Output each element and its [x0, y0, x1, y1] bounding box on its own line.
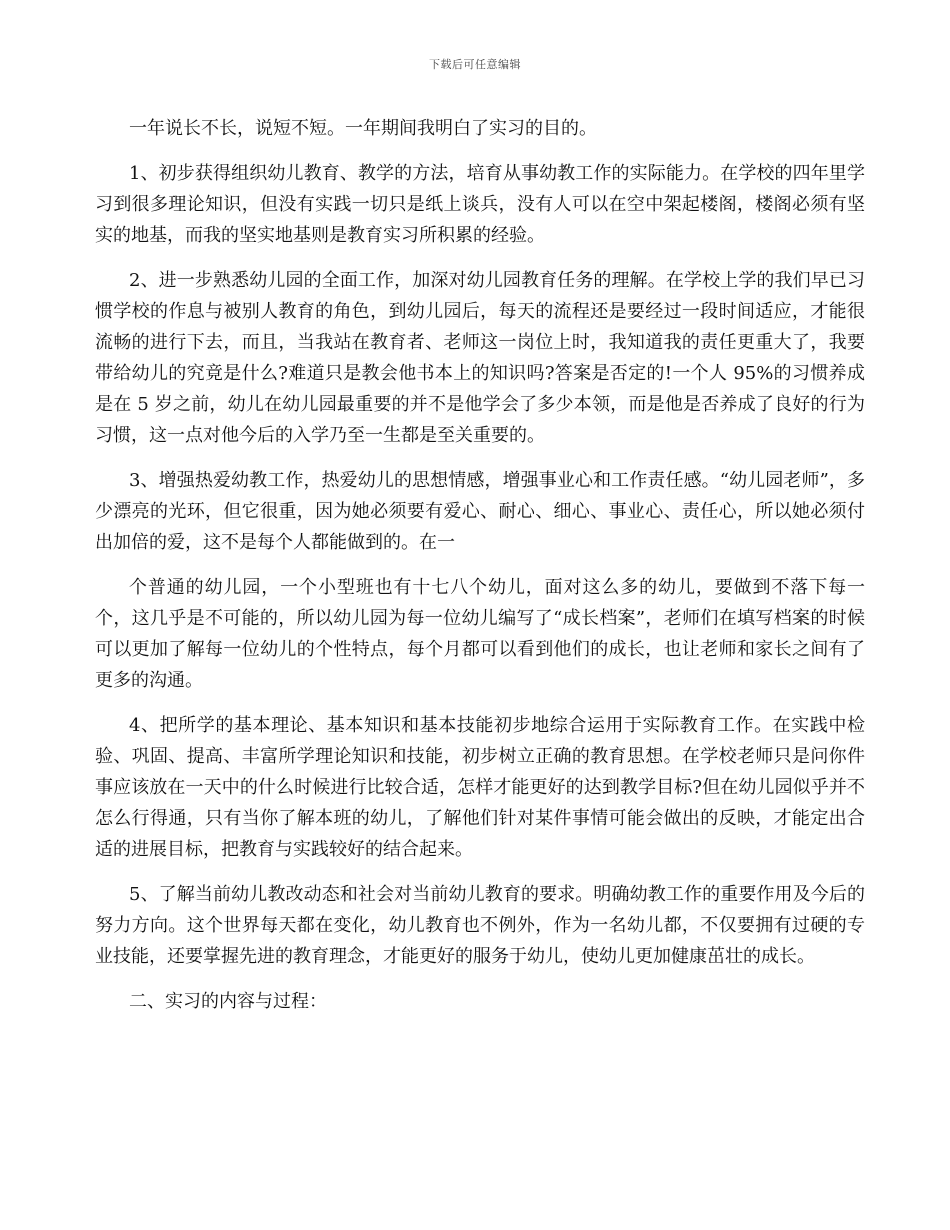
- paragraph-item-3: 3、增强热爱幼教工作，热爱幼儿的思想情感，增强事业心和工作责任感。“幼儿园老师”，多少漂亮的光环，但它很重，因为她必须要有爱心、耐心、细心、事业心、责任心，所以她必须付出加倍的爱，这不是每个人都能做到的。在一: [95, 470, 865, 553]
- paragraph-item-5: 5、了解当前幼儿教改动态和社会对当前幼儿教育的要求。明确幼教工作的重要作用及今后的努力方向。这个世界每天都在变化，幼儿教育也不例外，作为一名幼儿都，不仅要拥有过硬的专业技能，还要掌握先进的教育理念，才能更好的服务于幼儿，使幼儿更加健康茁壮的成长。: [95, 884, 865, 967]
- paragraph-item-2: 2、进一步熟悉幼儿园的全面工作，加深对幼儿园教育任务的理解。在学校上学的我们早已习惯学校的作息与被别人教育的角色，到幼儿园后，每天的流程还是要经过一段时间适应，才能很流畅的进行下去，而且，当我站在教育者、老师这一岗位上时，我知道我的责任更重大了，我要带给幼儿的究竟是什么?难道只是教会他书本上的知识吗?答案是否定的!一个人 95%的习惯养成是在 5 岁之前，幼儿在幼儿园最重要的并不是他学会了多少本领，而是他是否养成了良好的行为习惯，这一点对他今后的入学乃至一生都是至关重要的。: [95, 270, 865, 446]
- paragraph-item-1: 1、初步获得组织幼儿教育、教学的方法，培育从事幼教工作的实际能力。在学校的四年里学习到很多理论知识，但没有实践一切只是纸上谈兵，没有人可以在空中架起楼阁，楼阁必须有坚实的地基，而我的坚实地基则是教育实习所积累的经验。: [95, 163, 865, 246]
- paragraph-item-4: 4、把所学的基本理论、基本知识和基本技能初步地综合运用于实际教育工作。在实践中检验、巩固、提高、丰富所学理论知识和技能，初步树立正确的教育思想。在学校老师只是问你件事应该放在一天中的什么时候进行比较合适，怎样才能更好的达到教学目标?但在幼儿园似乎并不怎么行得通，只有当你了解本班的幼儿，了解他们针对某件事情可能会做出的反映，才能定出合适的进展目标，把教育与实践较好的结合起来。: [95, 715, 865, 860]
- page-header-note: 下载后可任意编辑: [429, 58, 521, 71]
- paragraph-intro: 一年说长不长，说短不短。一年期间我明白了实习的目的。: [129, 118, 597, 139]
- section-heading-2: 二、实习的内容与过程：: [129, 991, 327, 1012]
- paragraph-item-3-continued: 个普通的幼儿园，一个小型班也有十七八个幼儿，面对这么多的幼儿，要做到不落下每一个，这几乎是不可能的，所以幼儿园为每一位幼儿编写了“成长档案”，老师们在填写档案的时候可以更加了解每一位幼儿的个性特点，每个月都可以看到他们的成长，也让老师和家长之间有了更多的沟通。: [95, 577, 865, 691]
- document-body: [95, 113, 865, 1017]
